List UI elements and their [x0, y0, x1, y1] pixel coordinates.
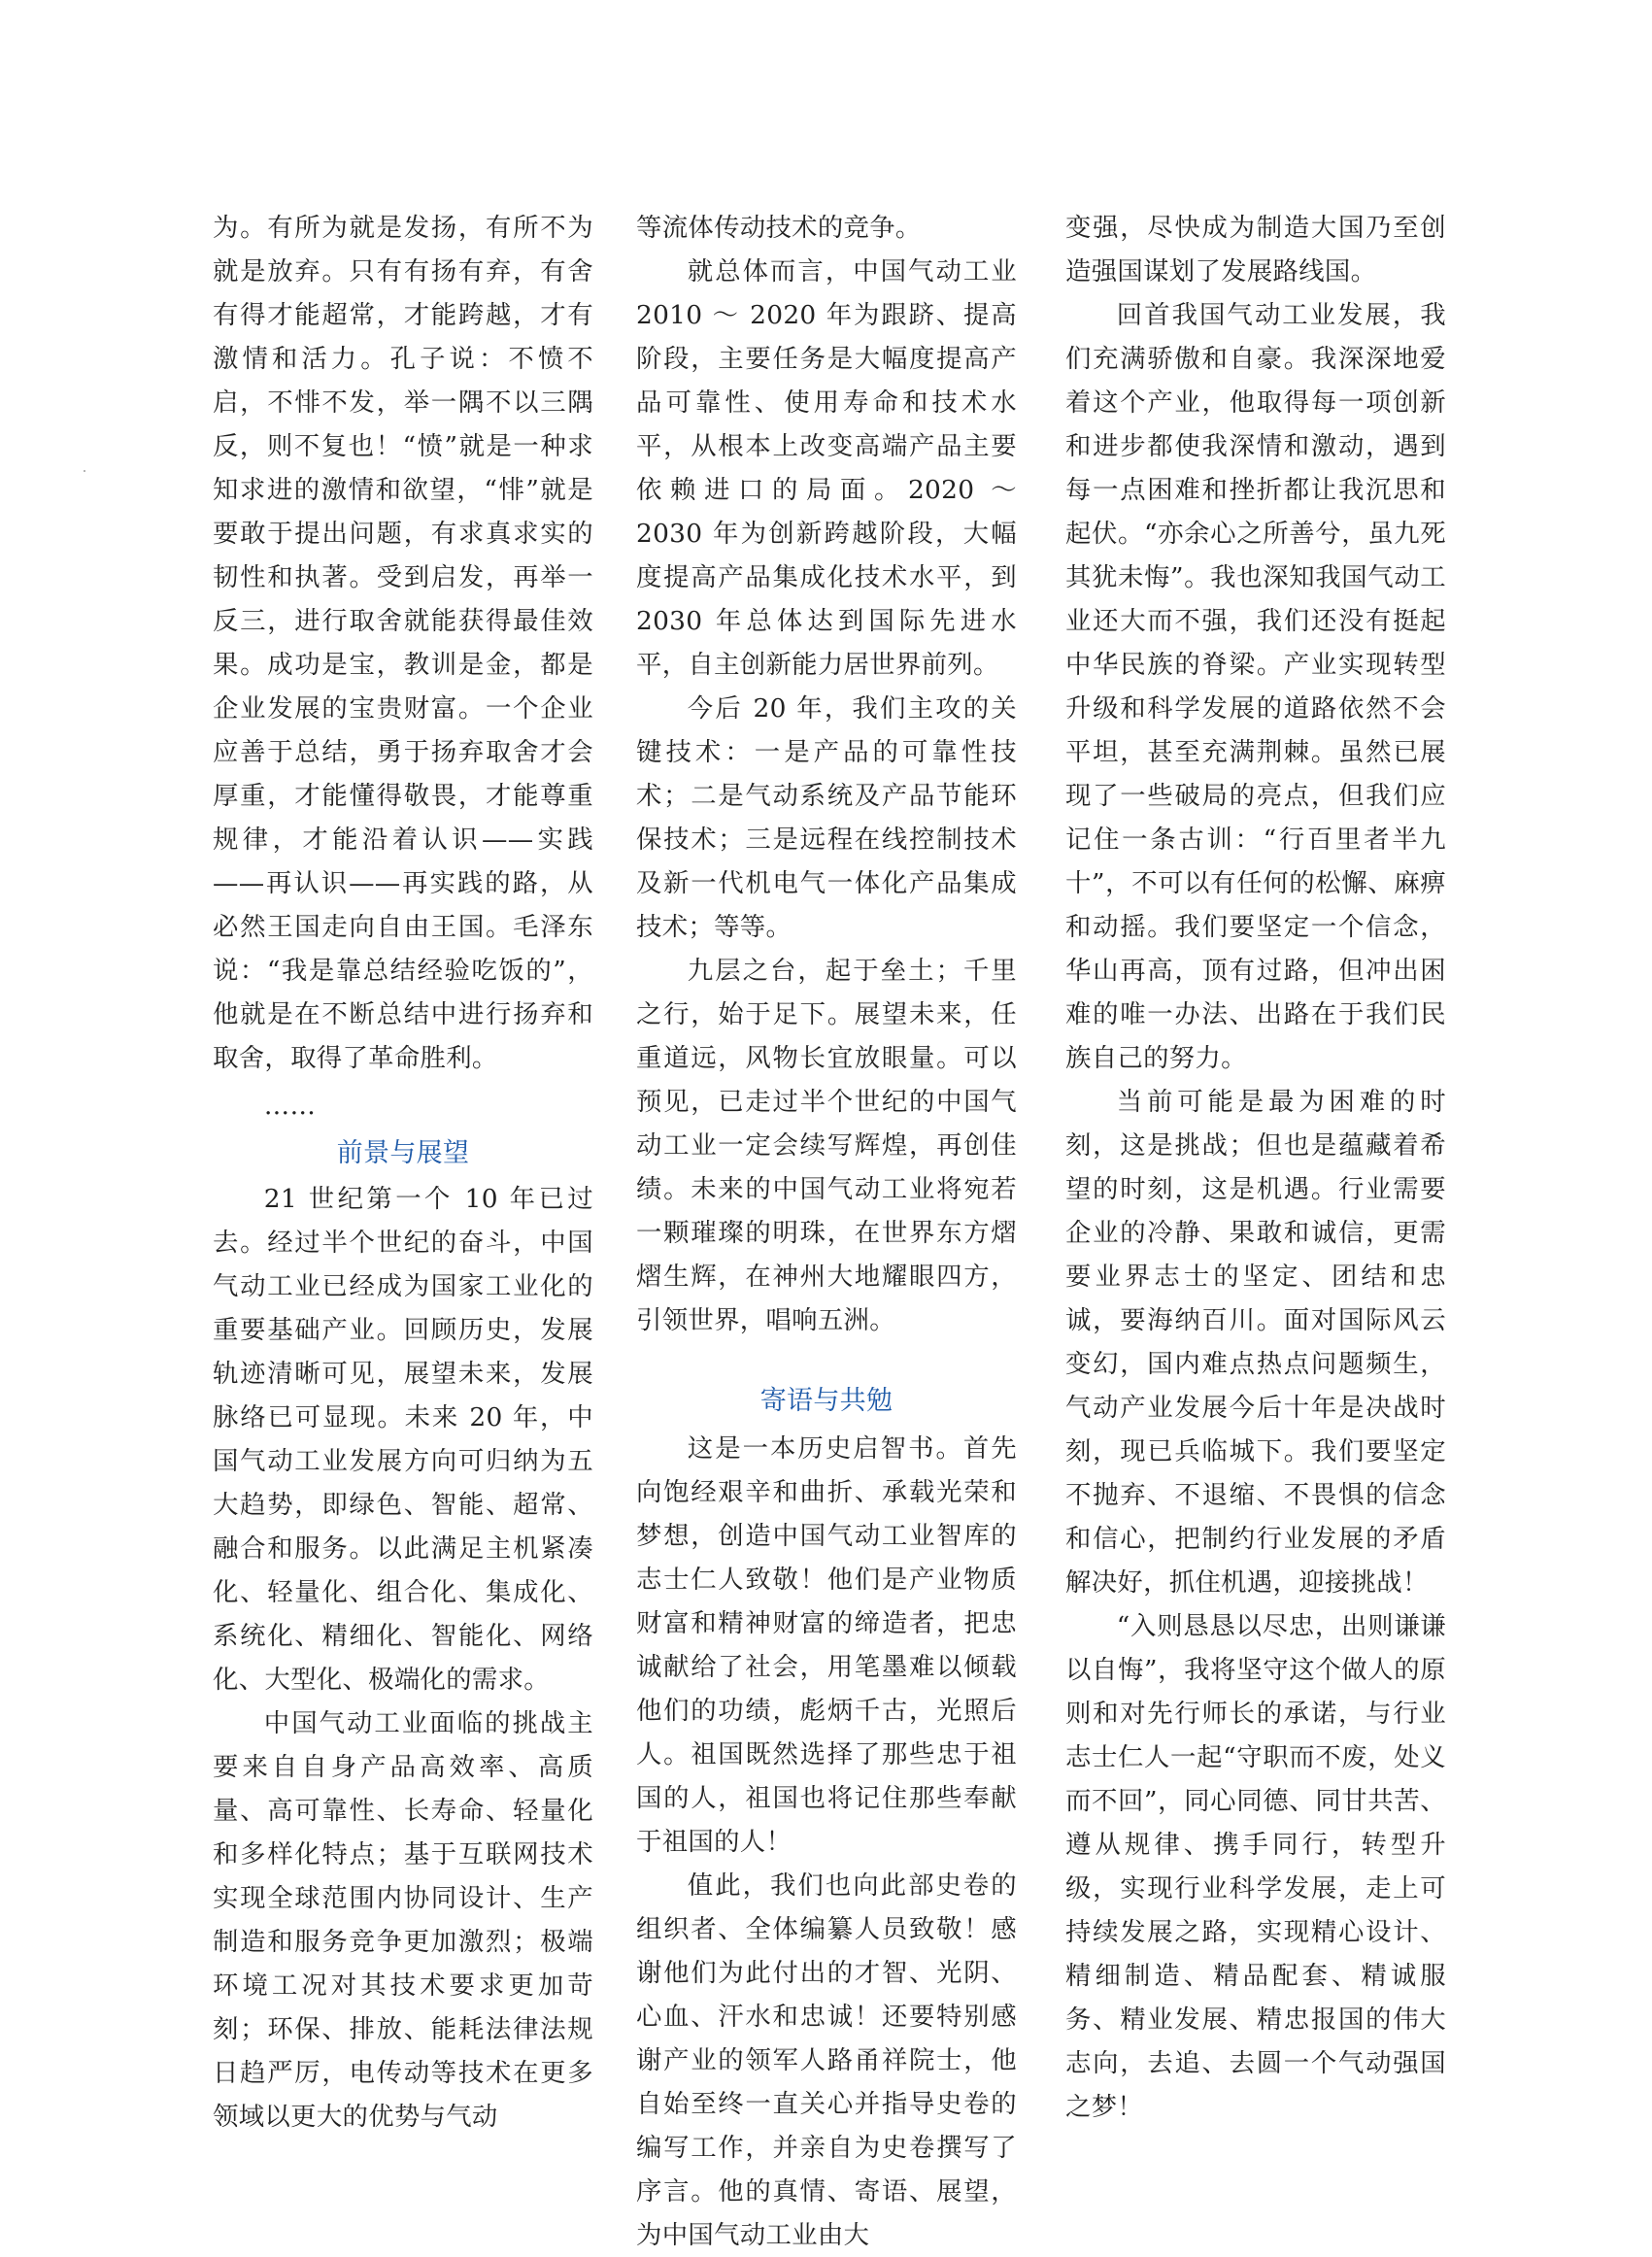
paragraph: 九层之台，起于垒土；千里之行，始于足下。展望未来，任重道远，风物长宜放眼量。可以预见，已走过半个世纪的中国气动工业一定会续写辉煌，再创佳绩。未来的中国气动工业将宛若一颗璀璨的明珠，在世界东方熠熠生辉，在神州大地耀眼四方，引领世界，唱响五洲。 — [636, 956, 1017, 1335]
paragraph: 今后 20 年，我们主攻的关键技术：一是产品的可靠性技术；二是气动系统及产品节能环保技术；三是远程在线控制技术及新一代机电气一体化产品集成技术；等等。 — [636, 693, 1017, 942]
paragraph: 这是一本历史启智书。首先向饱经艰辛和曲折、承载光荣和梦想，创造中国气动工业智库的志士仁人致敬！他们是产业物质财富和精神财富的缔造者，把忠诚献给了社会，用笔墨难以倾载他们的功绩，彪炳千古，光照后人。祖国既然选择了那些忠于祖国的人，祖国也将记住那些奉献于祖国的人！ — [636, 1433, 1017, 1857]
text-column-1 — [213, 206, 593, 2139]
paragraph: “入则恳恳以尽忠，出则谦谦以自悔”，我将坚守这个做人的原则和对先行师长的承诺，与行业志士仁人一起“守职而不废，处义而不回”，同心同德、同甘共苦、遵从规律、携手同行，转型升级，实现行业科学发展，走上可持续发展之路，实现精心设计、精细制造、精品配套、精诚服务、精业发展、精忠报国的伟大志向，去追、去圆一个气动强国之梦！ — [1065, 1611, 1446, 2122]
margin-mark — [84, 470, 85, 472]
paragraph-continued: 等流体传动技术的竞争。 — [636, 213, 922, 243]
section-heading-outlook: 前景与展望 — [336, 1138, 470, 1168]
text-column-3 — [1065, 206, 1446, 2129]
paragraph: 中国气动工业面临的挑战主要来自自身产品高效率、高质量、高可靠性、长寿命、轻量化和多样化特点；基于互联网技术实现全球范围内协同设计、生产制造和服务竞争更加激烈；极端环境工况对其技术要求更加苛刻；环保、排放、能耗法律法规日趋严厉，电传动等技术在更多领域以更大的优势与气动 — [213, 1708, 593, 2132]
paragraph-continued: 变强，尽快成为制造大国乃至创造强国谋划了发展路线国。 — [1065, 213, 1446, 286]
paragraph-continued: 为。有所为就是发扬，有所不为就是放弃。只有有扬有弃，有舍有得才能超常，才能跨越，才有激情和活力。孔子说：不愤不启，不悱不发，举一隅不以三隅反，则不复也！“愤”就是一种求知求进的激情和欲望，“悱”就是要敢于提出问题，有求真求实的韧性和执著。受到启发，再举一反三，进行取舍就能获得最佳效果。成功是宝，教训是金，都是企业发展的宝贵财富。一个企业应善于总结，勇于扬弃取舍才会厚重，才能懂得敬畏，才能尊重规律，才能沿着认识——实践——再认识——再实践的路，从必然王国走向自由王国。毛泽东说：“我是靠总结经验吃饭的”，他就是在不断总结中进行扬弃和取舍，取得了革命胜利。 — [213, 213, 593, 1073]
text-column-2 — [636, 206, 1017, 2257]
paragraph: 值此，我们也向此部史卷的组织者、全体编纂人员致敬！感谢他们为此付出的才智、光阴、心血、汗水和忠诚！还要特别感谢产业的领军人路甬祥院士，他自始至终一直关心并指导史卷的编写工作，并亲自为史卷撰写了序言。他的真情、寄语、展望，为中国气动工业由大 — [636, 1870, 1017, 2250]
paragraph: 回首我国气动工业发展，我们充满骄傲和自豪。我深深地爱着这个产业，他取得每一项创新和进步都使我深情和激动，遇到每一点困难和挫折都让我沉思和起伏。“亦余心之所善兮，虽九死其犹未悔”。我也深知我国气动工业还大而不强，我们还没有挺起中华民族的脊梁。产业实现转型升级和科学发展的道路依然不会平坦，甚至充满荆棘。虽然已展现了一些破局的亮点，但我们应记住一条古训：“行百里者半九十”，不可以有任何的松懈、麻痹和动摇。我们要坚定一个信念，华山再高，顶有过路，但冲出困难的唯一办法、出路在于我们民族自己的努力。 — [1065, 300, 1446, 1073]
paragraph: 21 世纪第一个 10 年已过去。经过半个世纪的奋斗，中国气动工业已经成为国家工业化的重要基础产业。回顾历史，发展轨迹清晰可见，展望未来，发展脉络已可显现。未来 20 年，中国气动工业发展方向可归纳为五大趋势，即绿色、智能、超常、融合和服务。以此满足主机紧凑化、轻量化、组合化、集成化、系统化、精细化、智能化、网络化、大型化、极端化的需求。 — [213, 1184, 593, 1695]
paragraph: 当前可能是最为困难的时刻，这是挑战；但也是蕴藏着希望的时刻，这是机遇。行业需要企业的冷静、果敢和诚信，更需要业界志士的坚定、团结和忠诚，要海纳百川。面对国际风云变幻，国内难点热点问题频生，气动产业发展今后十年是决战时刻，现已兵临城下。我们要坚定不抛弃、不退缩、不畏惧的信念和信心，把制约行业发展的矛盾解决好，抓住机遇，迎接挑战！ — [1065, 1087, 1446, 1598]
paragraph: 就总体而言，中国气动工业 2010 ～ 2020 年为跟跻、提高阶段，主要任务是大幅度提高产品可靠性、使用寿命和技术水平，从根本上改变高端产品主要依赖进口的局面。2020 ～ 2030 年为创新跨越阶段，大幅度提高产品集成化技术水平，到 2030 年总体达到国际先进水平，自主创新能力居世界前列。 — [636, 256, 1017, 680]
ellipsis: …… — [263, 1091, 317, 1121]
section-heading-message: 寄语与共勉 — [759, 1386, 893, 1416]
